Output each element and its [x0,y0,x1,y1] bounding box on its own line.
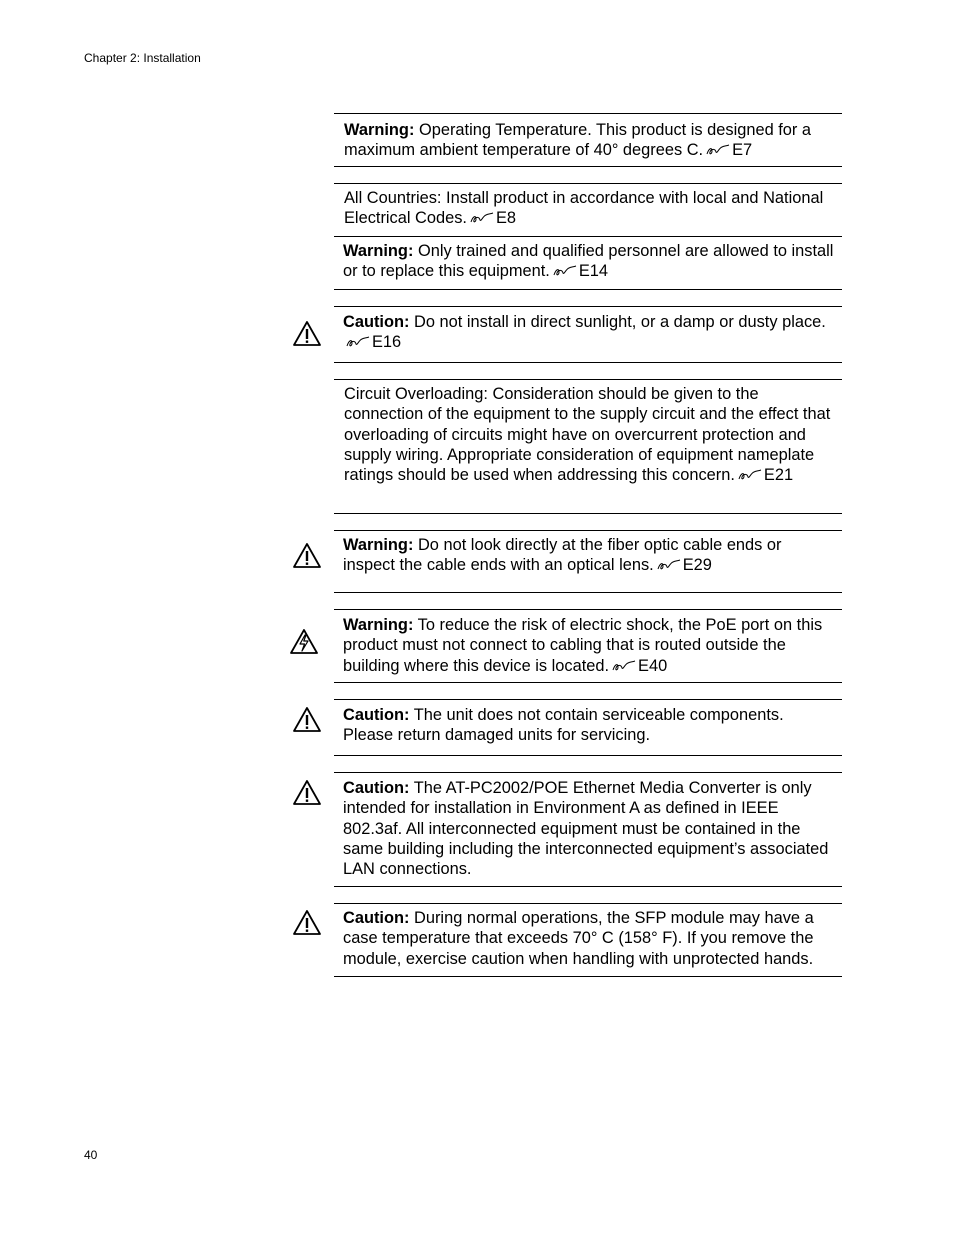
sfp-temperature-caution [334,903,842,977]
translation-reference-icon [470,212,494,224]
warning-notice-e7 [334,113,842,167]
notice-lead: Caution: [343,909,410,927]
caution-triangle-icon [292,706,322,733]
electrical-hazard-icon [289,628,319,655]
notice-code: E7 [732,141,753,160]
environment-a-caution [334,772,842,887]
notice-code: E21 [763,466,794,485]
notice-text: Do not install in direct sunlight, or a damp or dusty place. [409,313,826,331]
notice-lead: Warning: [343,536,414,554]
notice-text: The unit does not contain serviceable components. Please return damaged units for servicing. [343,706,784,745]
notice-code: E16 [372,333,402,352]
notice-code: E40 [638,656,668,675]
notice-text: During normal operations, the SFP module may have a case temperature that exceeds 70° C (158° F). If you remove the module, exercise caution when handling with unprotected hands. [343,909,814,968]
notice-text: All Countries: Install product in accordance with local and National Electrical Codes. [344,189,824,228]
fiber-optic-warning-e29 [334,530,842,593]
notice-lead: Caution: [343,706,410,724]
notice-lead: Caution: [343,779,410,797]
notice-text: Do not look directly at the fiber optic cable ends or inspect the cable ends with an optical lens. [343,536,782,575]
caution-triangle-icon [292,320,322,347]
circuit-overloading-notice-e21 [334,379,842,514]
electric-shock-warning-e40 [334,609,842,683]
notice-text: Only trained and qualified personnel are allowed to install or to replace this equipment. [343,242,834,281]
notice-code: E29 [682,556,712,575]
notice-text: Circuit Overloading: Consideration should be given to the connection of the equipment to the supply circuit and the effect that overloading of circuits might have on overcurrent protection and supply wiring. Appropriate consideration of equipment nameplate ratings should be used when addressing this concern. [344,385,831,485]
translation-reference-icon [657,559,681,571]
running-head: Chapter 2: Installation [84,51,201,65]
notice-lead: Warning: [343,616,414,634]
notice-text: To reduce the risk of electric shock, the PoE port on this product must not connect to cabling that is routed outside the building where this device is located. [343,616,823,675]
notice-code: E14 [578,262,608,281]
translation-reference-icon [612,660,636,672]
caution-triangle-icon [292,542,322,569]
warning-notice-e14 [334,237,842,290]
notice-lead: Warning: [343,242,414,260]
caution-notice-e16 [334,306,842,363]
translation-reference-icon [553,265,577,277]
translation-reference-icon [706,144,730,156]
translation-reference-icon [346,336,370,348]
translation-reference-icon [738,469,762,481]
notice-lead: Warning: [344,121,415,139]
serviceable-components-caution [334,699,842,756]
caution-triangle-icon [292,909,322,936]
installation-codes-notice-e8 [334,183,842,237]
caution-triangle-icon [292,779,322,806]
notice-text: Operating Temperature. This product is designed for a maximum ambient temperature of 40° degrees C. [344,121,812,160]
notice-code: E8 [495,209,517,228]
notice-text: The AT-PC2002/POE Ethernet Media Converter is only intended for installation in Environment A as defined in IEEE 802.3af. All interconnected equipment must be contained in the same building including the interconnected equipment’s associated LAN connections. [343,779,829,879]
notice-lead: Caution: [343,313,410,331]
page-number: 40 [84,1148,98,1162]
